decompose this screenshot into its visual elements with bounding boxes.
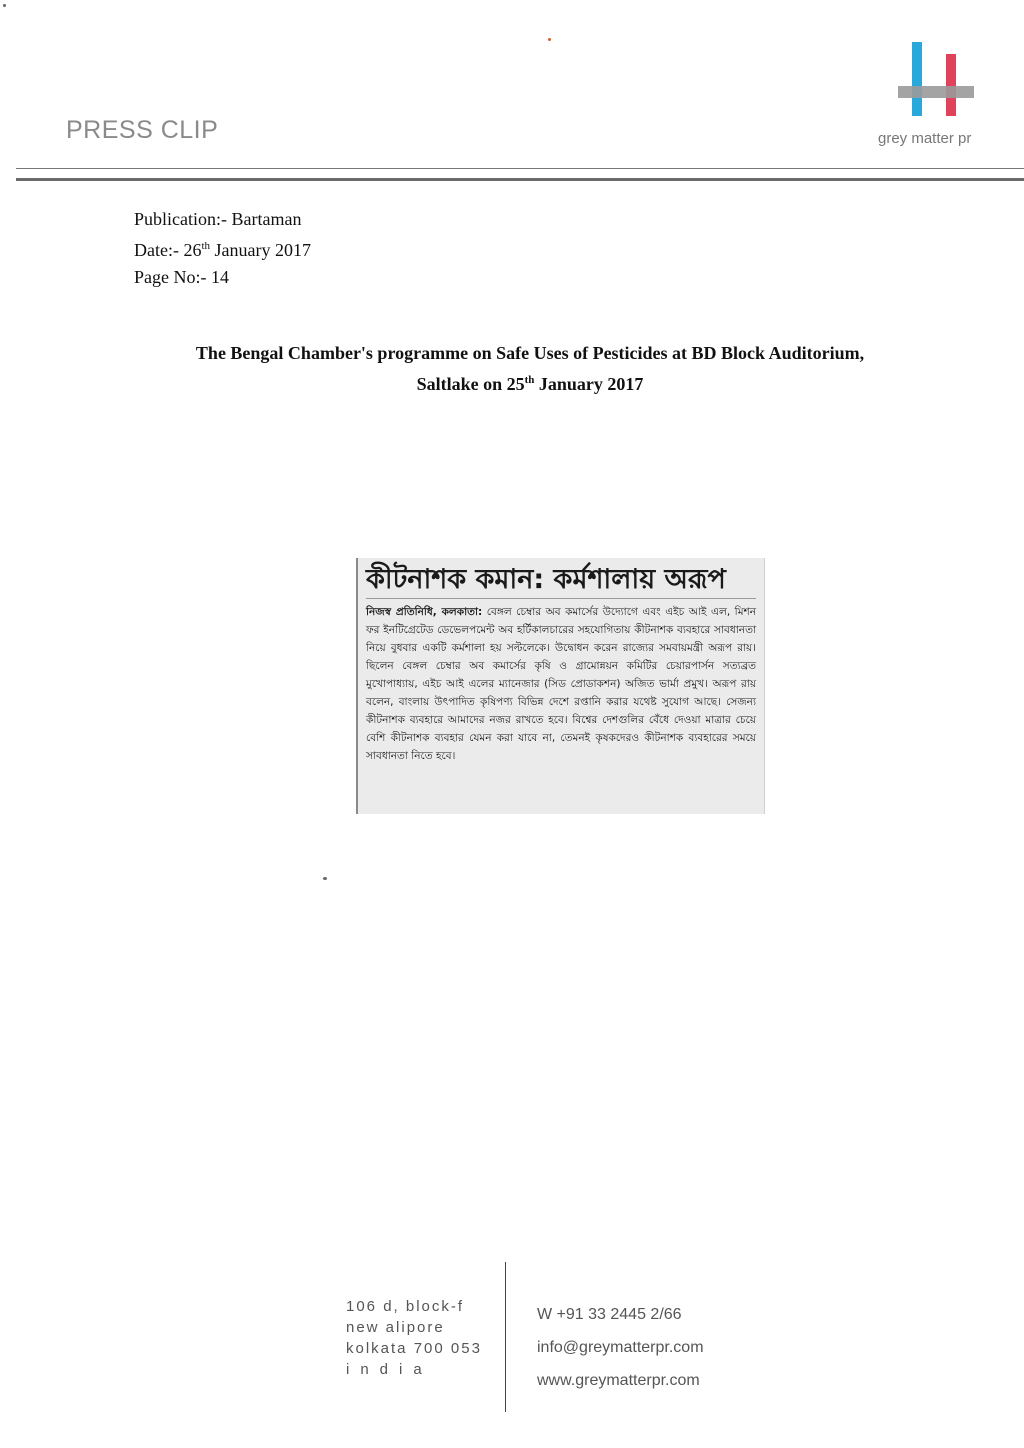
- company-logo: [876, 42, 996, 152]
- date-day: 26: [183, 240, 202, 260]
- event-title-line2-pre: Saltlake on 25: [416, 374, 525, 394]
- address-line2: new alipore: [346, 1319, 445, 1336]
- event-title: [130, 340, 930, 398]
- publication-label: Publication:-: [134, 209, 227, 229]
- footer-website: www.greymatterpr.com: [537, 1372, 700, 1389]
- event-title-line2-post: January 2017: [538, 374, 644, 394]
- page-line: [134, 264, 311, 291]
- footer-divider: [505, 1262, 506, 1412]
- event-title-line1: The Bengal Chamber's programme on Safe Uses of Pesticides at BD Block Auditorium,: [195, 343, 865, 363]
- publication-value: Bartaman: [231, 209, 302, 229]
- event-title-line2: [130, 367, 930, 398]
- address-line4: india: [346, 1361, 433, 1378]
- date-rest: January 2017: [214, 240, 312, 260]
- press-clip-label: PRESS CLIP: [66, 116, 219, 144]
- scan-speck: [3, 4, 6, 7]
- footer-contact: [537, 1298, 704, 1397]
- page-label: Page No:-: [134, 267, 207, 287]
- newspaper-clipping: [356, 558, 765, 814]
- clipping-byline: নিজস্ব প্রতিনিধি, কলকাতা:: [366, 606, 483, 618]
- logo-text: grey matter pr: [878, 130, 972, 147]
- scan-speck: [323, 877, 327, 880]
- date-line: [134, 233, 311, 264]
- page-value: 14: [210, 267, 229, 287]
- publication-meta: [134, 206, 311, 291]
- clipping-headline: কীটনাশক কমান: কর্মশালায় অরূপ: [366, 564, 756, 599]
- footer-phone: W +91 33 2445 2/66: [537, 1306, 682, 1323]
- footer-email: info@greymatterpr.com: [537, 1339, 704, 1356]
- address-line3: kolkata 700 053: [346, 1340, 482, 1357]
- logo-mark-icon: [898, 42, 978, 116]
- scan-speck: [548, 38, 551, 41]
- address-line1: 106 d, block-f: [346, 1298, 465, 1315]
- clipping-body: [366, 603, 756, 765]
- date-suffix: th: [201, 240, 211, 252]
- header-rule-thick: [16, 178, 1024, 181]
- footer-address: [346, 1296, 482, 1380]
- publication-line: [134, 206, 311, 233]
- date-label: Date:-: [134, 240, 179, 260]
- clipping-text: বেঙ্গল চেম্বার অব কমার্সের উদ্যোগে এবং এইচ আই এল, মিশন ফর ইনটিগ্রেটেড ডেভেলপমেন্ট অব হর্টিকালচারের সহযোগিতায় কীটনাশক ব্যবহারে সাবধানতা নিয়ে বুধবার একটি কর্মশালা হয় সল্টলেকে। উদ্বোধন করেন রাজ্যের সমবায়মন্ত্রী অরূপ রায়। ছিলেন বেঙ্গল চেম্বার অব কমার্সের কৃষি ও গ্রামোন্নয়ন কমিটির চেয়ারপার্সন সত্যব্রত মুখোপাধ্যায়, এইচ আই এলের ম্যানেজার (সিড প্রোডাকশন) অজিত ভার্মা প্রমুখ। অরূপ রায় বলেন, বাংলায় উৎপাদিত কৃষিপণ্য বিভিন্ন দেশে রপ্তানি করার যথেষ্ট সুযোগ আছে। সেজন্য কীটনাশক ব্যবহারে আমাদের নজর রাখতে হবে। বিশ্বের দেশগুলির বেঁধে দেওয়া মাত্রার চেয়ে বেশি কীটনাশক ব্যবহার যেমন করা যাবে না, তেমনই কৃষকদেরও কীটনাশক ব্যবহারের সময়ে সাবধানতা নিতে হবে।: [366, 606, 756, 762]
- header-rule: [16, 168, 1024, 169]
- event-title-line2-sup: th: [524, 374, 535, 386]
